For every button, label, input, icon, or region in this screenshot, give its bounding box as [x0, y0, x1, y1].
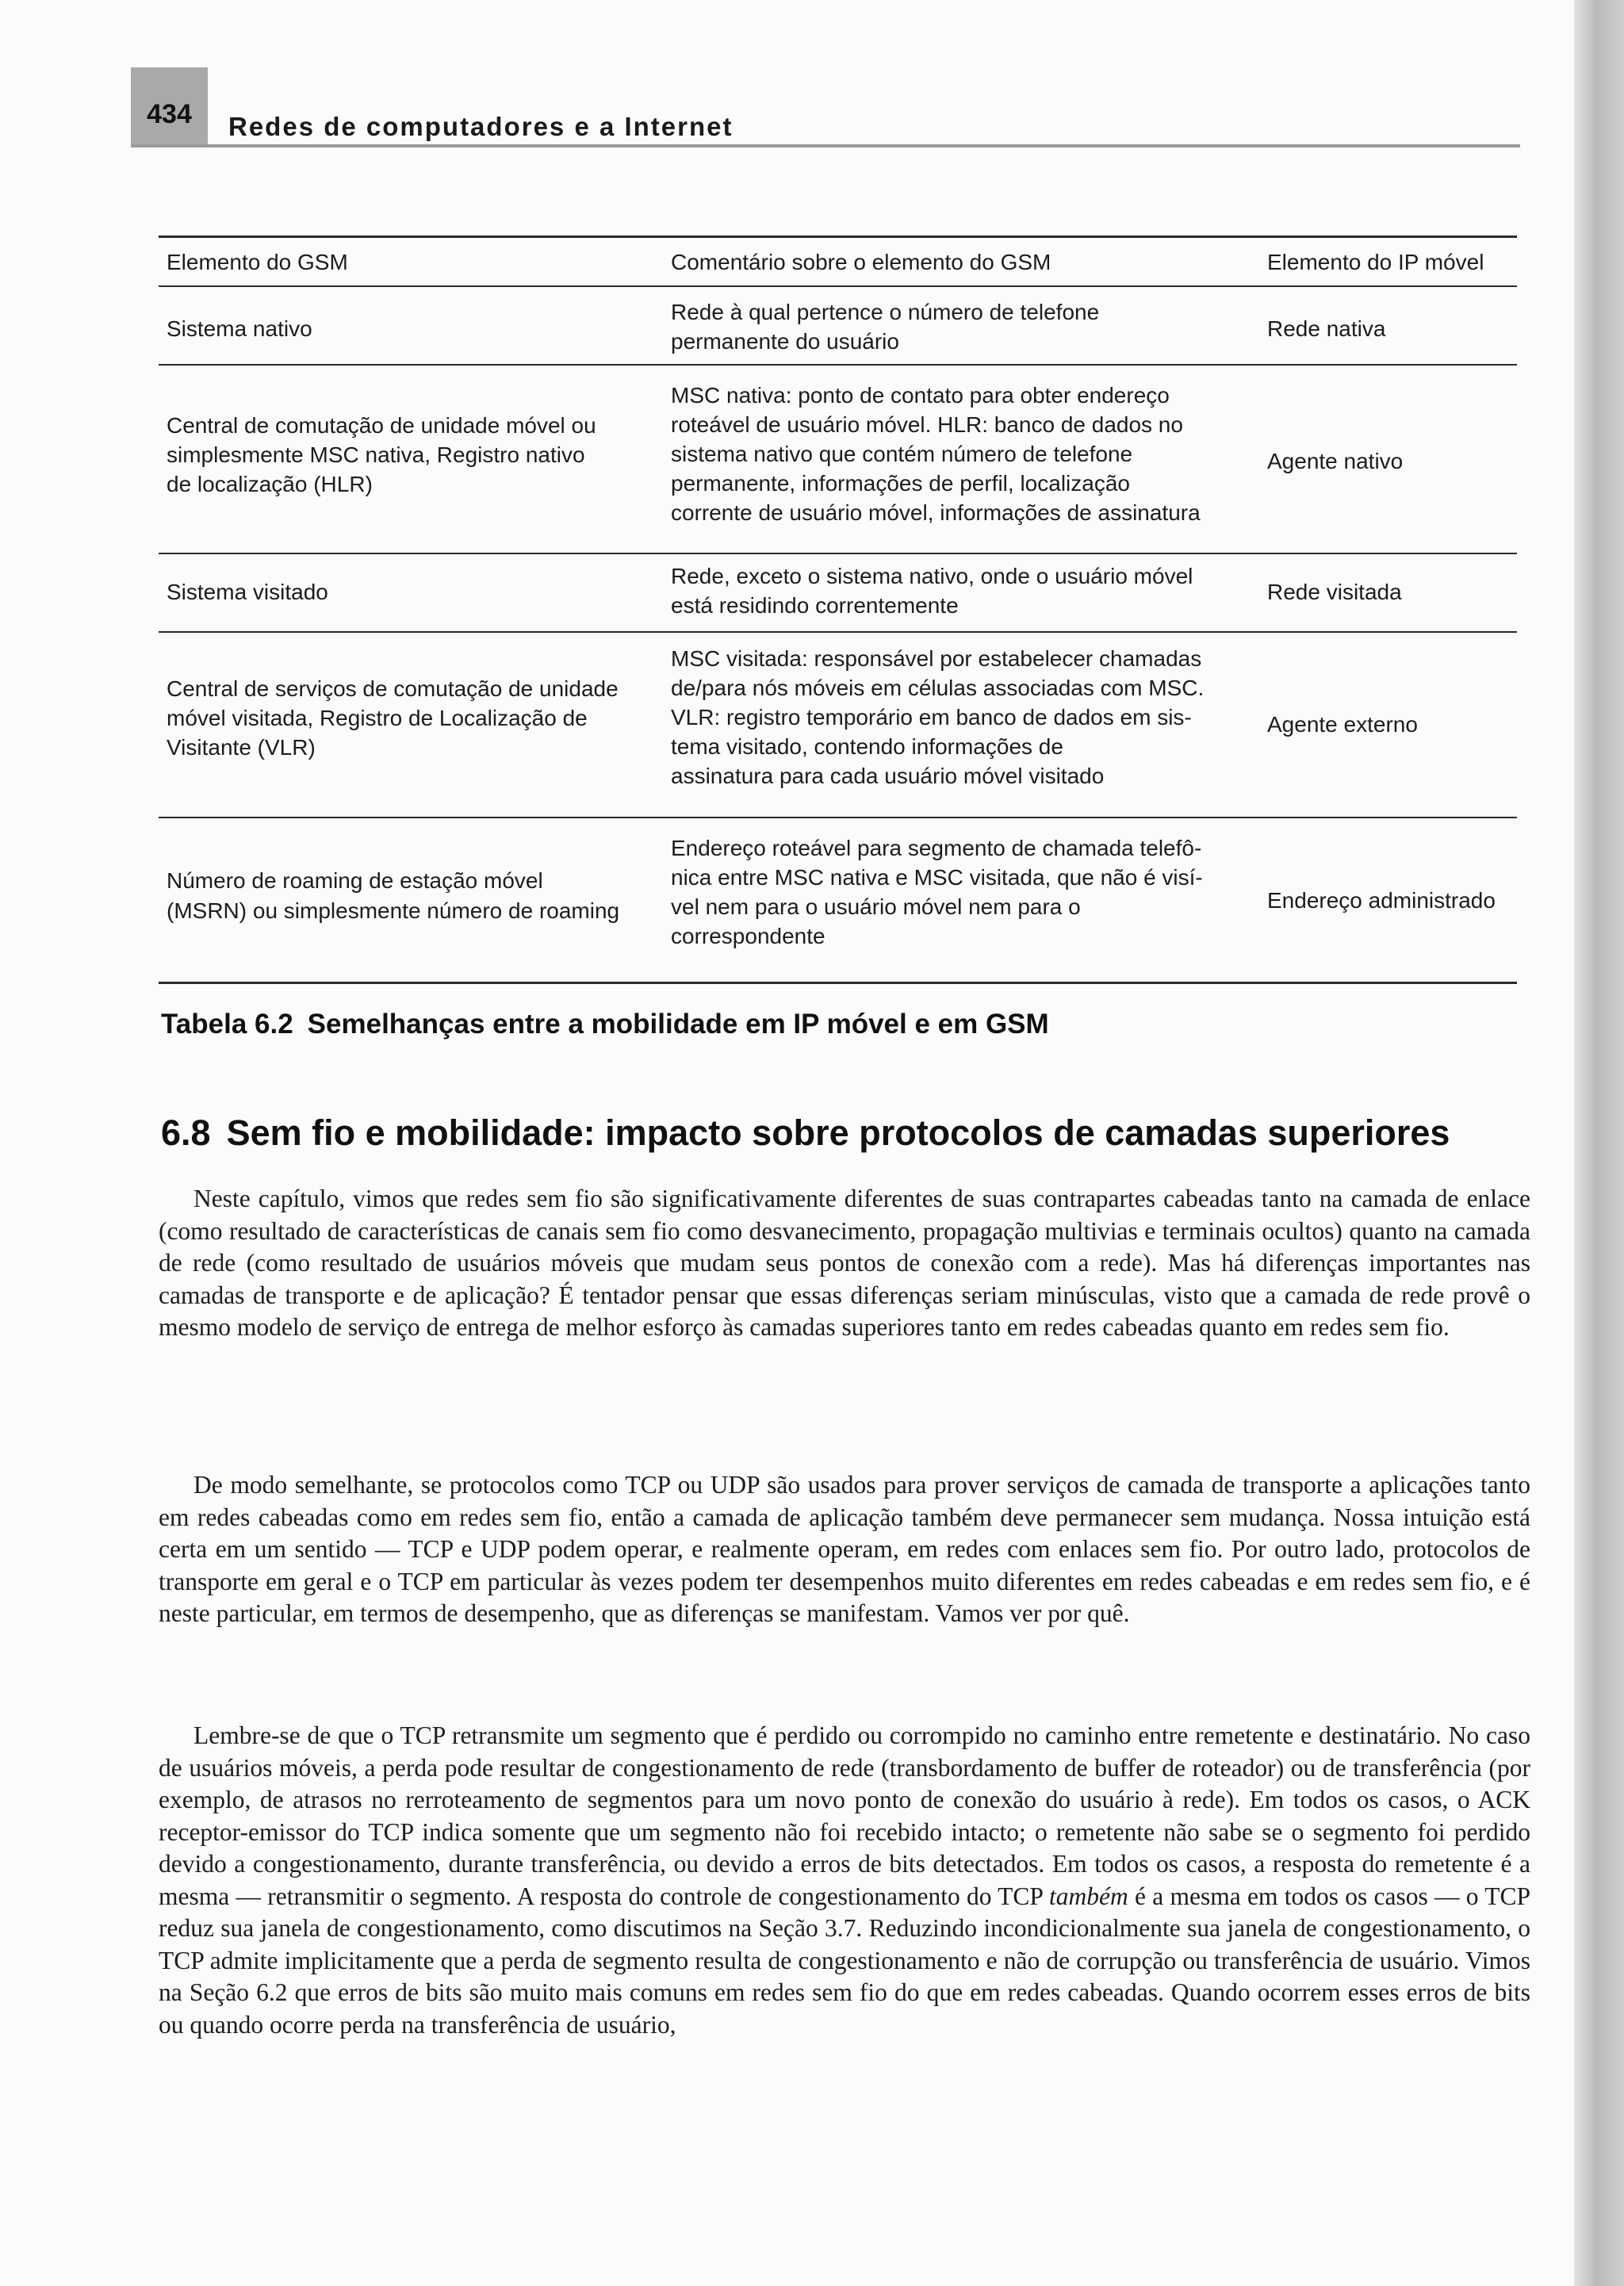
cell-comment-line: sistema nativo que contém número de telefone: [671, 442, 1133, 466]
cell-gsm-line: Central de comutação de unidade móvel ou: [167, 413, 596, 438]
paragraph-3-text-start: Lembre-se de que o TCP retransmite um segmento que é perdido ou corrompido no caminho entre remetente e destinatário. No caso de usuários móveis, a perda pode resultar de congestionamento de rede (transbordamento de buffer de roteador) ou de transferência (por exemplo, de atrasos no rerroteamento de segmentos para um novo ponto de conexão do usuário à rede). Em todos os casos, o ACK receptor-emissor do TCP indica somente que um segmento não foi recebido intacto; o remetente não sabe se o segmento foi perdido devido a congestionamento, durante transferência, ou devido a erros de bits detectados. Em todos os casos, a resposta do remetente é a mesma — retransmitir o segmento. A resposta do controle de congestionamento do TCP: [159, 1721, 1530, 1910]
running-title: Redes de computadores e a Internet: [228, 112, 733, 141]
column-header-gsm: Elemento do GSM: [167, 250, 348, 274]
cell-comment-line: roteável de usuário móvel. HLR: banco de dados no: [671, 412, 1183, 437]
paragraph-3: [159, 1720, 1530, 2041]
cell-comment-line: vel nem para o usuário móvel nem para o: [671, 894, 1081, 919]
paragraph-1: Neste capítulo, vimos que redes sem fio são significativamente diferentes de suas contrapartes cabeadas tanto na camada de enlace (como resultado de características de canais sem fio como desvanecimento, propagação multivias e terminais ocultos) quanto na camada de rede (como resultado de usuários móveis que mudam seus pontos de conexão com a rede). Mas há diferenças importantes nas camadas de transporte e de aplicação? É tentador pensar que essas diferenças seriam minúsculas, visto que a camada de rede provê o mesmo modelo de serviço de entrega de melhor esforço às camadas superiores tanto em redes cabeadas quanto em redes sem fio.: [159, 1185, 1530, 1341]
paragraph-3-emphasis: também: [1049, 1882, 1128, 1910]
table-top-rule: [159, 235, 1517, 238]
column-header-ip: Elemento do IP móvel: [1267, 250, 1484, 274]
cell-ip-line: Rede visitada: [1267, 580, 1402, 604]
caption-label: Tabela 6.2: [161, 1009, 293, 1040]
cell-comment-line: Rede à qual pertence o número de telefone: [671, 300, 1100, 324]
row-divider: [159, 631, 1517, 633]
row-divider: [159, 553, 1517, 554]
cell-gsm-line: Sistema nativo: [167, 316, 312, 341]
cell-comment-line: correspondente: [671, 924, 825, 948]
cell-gsm-line: (MSRN) ou simplesmente número de roaming: [167, 898, 620, 923]
paragraph-2: De modo semelhante, se protocolos como TCP ou UDP são usados para prover serviços de camada de transporte a aplicações tanto em redes cabeadas como em redes sem fio, então a camada de aplicação também deve permanecer sem mudança. Nossa intuição está certa em um sentido — TCP e UDP podem operar, e realmente operam, em redes com enlaces sem fio. Por outro lado, protocolos de transporte em geral e o TCP em particular às vezes podem ter desempenhos muito diferentes em redes cabeadas e em redes sem fio, e é neste particular, em termos de desempenho, que as diferenças se manifestam. Vamos ver por quê.: [159, 1471, 1530, 1627]
cell-comment-line: MSC visitada: responsável por estabelecer chamadas: [671, 646, 1202, 671]
cell-gsm-line: Sistema visitado: [167, 580, 328, 604]
cell-comment-line: permanente, informações de perfil, localização: [671, 471, 1130, 496]
cell-ip-line: Agente externo: [1267, 712, 1418, 737]
paragraph-3-text-end: é a mesma em todos os casos — o TCP reduz sua janela de congestionamento, como discutimos na Seção 3.7. Reduzindo incondicionalmente sua janela de congestionamento, o TCP admite implicitamente que a perda de segmento resulta de congestionamento e não de corrupção ou transferência de usuário. Vimos na Seção 6.2 que erros de bits são muito mais comuns em redes sem fio do que em redes cabeadas. Quando ocorrem esses erros de bits ou quando ocorre perda na transferência de usuário,: [159, 1882, 1530, 2039]
header-rule: [131, 144, 1520, 147]
cell-comment-line: VLR: registro temporário em banco de dados em sis-: [671, 705, 1192, 729]
table-caption: [161, 1009, 1049, 1040]
section-number: 6.8: [161, 1112, 211, 1153]
cell-comment-line: assinatura para cada usuário móvel visitado: [671, 764, 1105, 788]
cell-comment-line: corrente de usuário móvel, informações de assinatura: [671, 500, 1201, 525]
cell-comment-line: permanente do usuário: [671, 329, 899, 354]
cell-gsm-line: de localização (HLR): [167, 472, 373, 496]
cell-comment-line: de/para nós móveis em células associadas com MSC.: [671, 676, 1205, 700]
page-number: 434: [147, 99, 192, 129]
row-divider: [159, 817, 1517, 818]
cell-gsm-line: Central de serviços de comutação de unidade: [167, 676, 619, 701]
cell-comment-line: Endereço roteável para segmento de chamada telefô-: [671, 836, 1202, 860]
column-header-comment: Comentário sobre o elemento do GSM: [671, 250, 1051, 274]
cell-ip-line: Agente nativo: [1267, 449, 1404, 473]
table-bottom-rule: [159, 982, 1517, 984]
cell-comment-line: nica entre MSC nativa e MSC visitada, que não é visí-: [671, 865, 1203, 890]
cell-gsm-line: móvel visitada, Registro de Localização de: [167, 706, 588, 730]
cell-comment-line: está residindo correntemente: [671, 593, 959, 618]
cell-ip-line: Endereço administrado: [1267, 888, 1496, 913]
scan-edge: [1574, 0, 1624, 2286]
cell-gsm-line: Visitante (VLR): [167, 735, 316, 760]
cell-gsm-line: Número de roaming de estação móvel: [167, 868, 543, 893]
cell-comment-line: tema visitado, contendo informações de: [671, 734, 1063, 759]
caption-text: Semelhanças entre a mobilidade em IP móvel e em GSM: [307, 1009, 1049, 1040]
cell-ip-line: Rede nativa: [1267, 316, 1386, 341]
cell-comment-line: Rede, exceto o sistema nativo, onde o usuário móvel: [671, 564, 1193, 588]
section-heading: [161, 1112, 1450, 1154]
cell-gsm-line: simplesmente MSC nativa, Registro nativo: [167, 442, 585, 467]
header-rule-bottom: [159, 285, 1517, 287]
cell-comment-line: MSC nativa: ponto de contato para obter endereço: [671, 383, 1170, 408]
row-divider: [159, 364, 1517, 366]
section-title: Sem fio e mobilidade: impacto sobre protocolos de camadas superiores: [226, 1112, 1450, 1153]
